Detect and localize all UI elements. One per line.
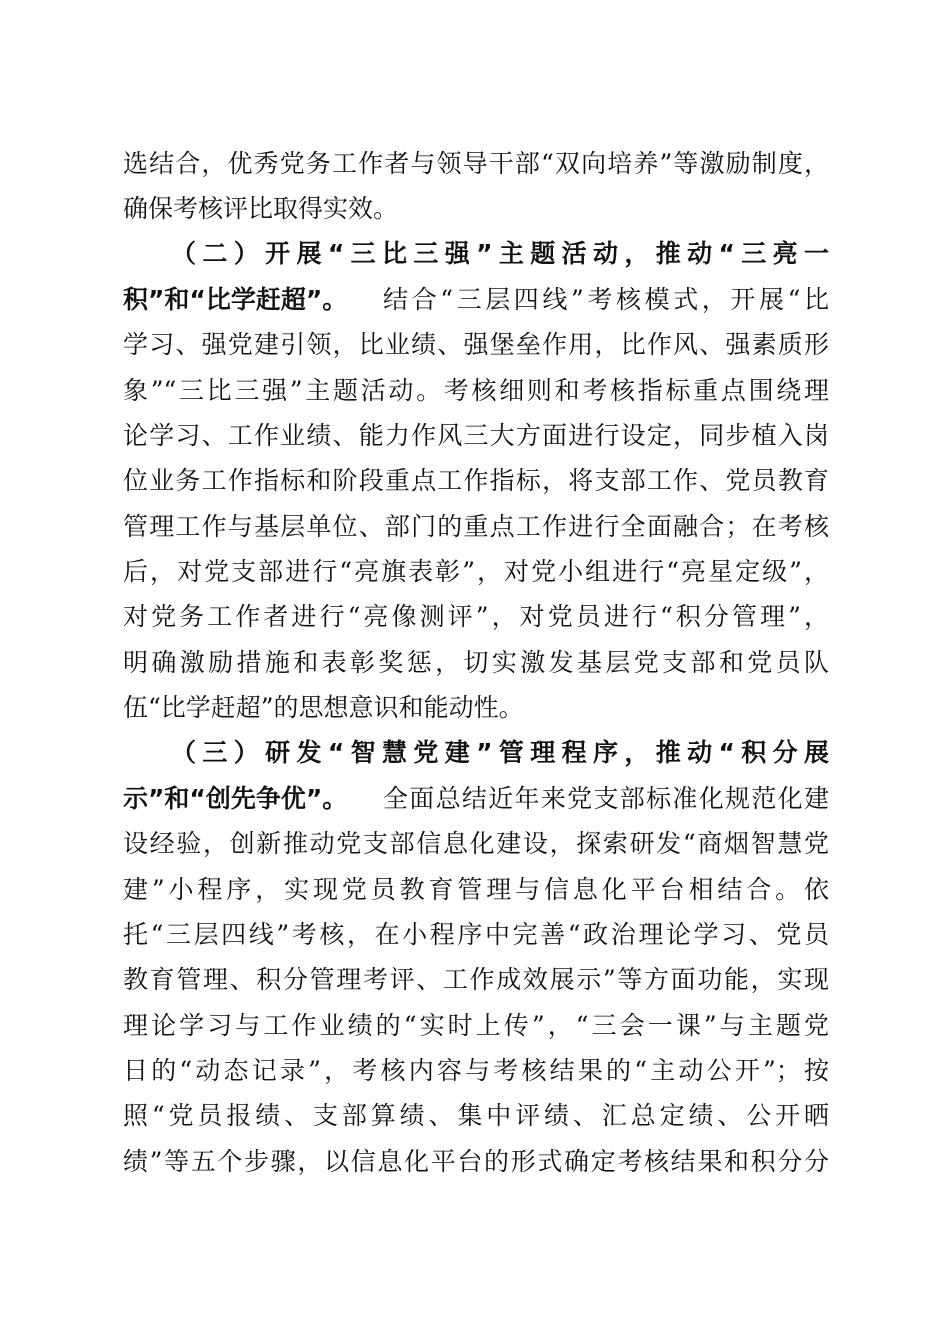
paragraph-text: 伍“比学赶超”的思想意识和能动性。	[123, 693, 524, 722]
paragraph-text: 日的“动态记录”，考核内容与考核结果的“主动公开”；按	[123, 1056, 829, 1085]
text-line	[0, 820, 950, 868]
paragraph-text: 选结合，优秀党务工作者与领导干部“双向培养”等激励制度，	[123, 149, 829, 178]
paragraph-text: 学习、强党建引领，比业绩、强堡垒作用，比作风、强素质形	[123, 330, 829, 359]
text-line	[0, 457, 950, 505]
text-line	[0, 866, 950, 914]
paragraph-text: 理论学习与工作业绩的“实时上传”，“三会一课”与主题党	[123, 1011, 829, 1040]
paragraph-text: 管理工作与基层单位、部门的重点工作进行全面融合；在考核	[123, 512, 829, 541]
section-heading-line	[0, 230, 950, 278]
paragraph-text: 论学习、工作业绩、能力作风三大方面进行设定，同步植入岗	[123, 421, 829, 450]
text-line	[0, 684, 950, 732]
text-line	[0, 1092, 950, 1140]
text-line	[0, 185, 950, 233]
text-line	[0, 775, 950, 823]
paragraph-text: 结合“三层四线”考核模式，开展“比	[383, 285, 829, 314]
text-line	[0, 503, 950, 551]
section-heading-line	[0, 729, 950, 777]
paragraph-text: 对党务工作者进行“亮像测评”，对党员进行“积分管理”，	[123, 602, 829, 631]
text-line	[0, 1002, 950, 1050]
section-heading-continued: 示”和“创先争优”。	[123, 784, 348, 813]
section-heading: （二）开展“三比三强”主题活动，推动“三亮一	[171, 239, 829, 268]
text-line	[0, 593, 950, 641]
text-line	[0, 276, 950, 324]
paragraph-text: 教育管理、积分管理考评、工作成效展示”等方面功能，实现	[123, 965, 829, 994]
paragraph-text: 设经验，创新推动党支部信息化建设，探索研发“商烟智慧党	[123, 829, 829, 858]
section-heading: （三）研发“智慧党建”管理程序，推动“积分展	[171, 738, 829, 767]
paragraph-text: 象”“三比三强”主题活动。考核细则和考核指标重点围绕理	[123, 376, 829, 405]
text-line	[0, 548, 950, 596]
text-line	[0, 956, 950, 1004]
paragraph-text: 后，对党支部进行“亮旗表彰”，对党小组进行“亮星定级”，	[123, 557, 829, 586]
text-line	[0, 1047, 950, 1095]
text-line	[0, 1138, 950, 1186]
paragraph-text: 绩”等五个步骤，以信息化平台的形式确定考核结果和积分分	[123, 1147, 829, 1176]
text-line	[0, 412, 950, 460]
paragraph-text: 确保考核评比取得实效。	[123, 194, 399, 223]
text-line	[0, 321, 950, 369]
paragraph-text: 照“党员报绩、支部算绩、集中评绩、汇总定绩、公开晒	[123, 1101, 829, 1130]
text-line	[0, 140, 950, 188]
paragraph-text: 托“三层四线”考核，在小程序中完善“政治理论学习、党员	[123, 920, 829, 949]
section-heading-continued: 积”和“比学赶超”。	[123, 285, 348, 314]
text-line	[0, 639, 950, 687]
text-line	[0, 911, 950, 959]
paragraph-text: 明确激励措施和表彰奖惩，切实激发基层党支部和党员队	[123, 648, 829, 677]
paragraph-text: 全面总结近年来党支部标准化规范化建	[383, 784, 829, 813]
paragraph-text: 建”小程序，实现党员教育管理与信息化平台相结合。依	[123, 875, 829, 904]
paragraph-text: 位业务工作指标和阶段重点工作指标，将支部工作、党员教育	[123, 466, 829, 495]
text-line	[0, 367, 950, 415]
